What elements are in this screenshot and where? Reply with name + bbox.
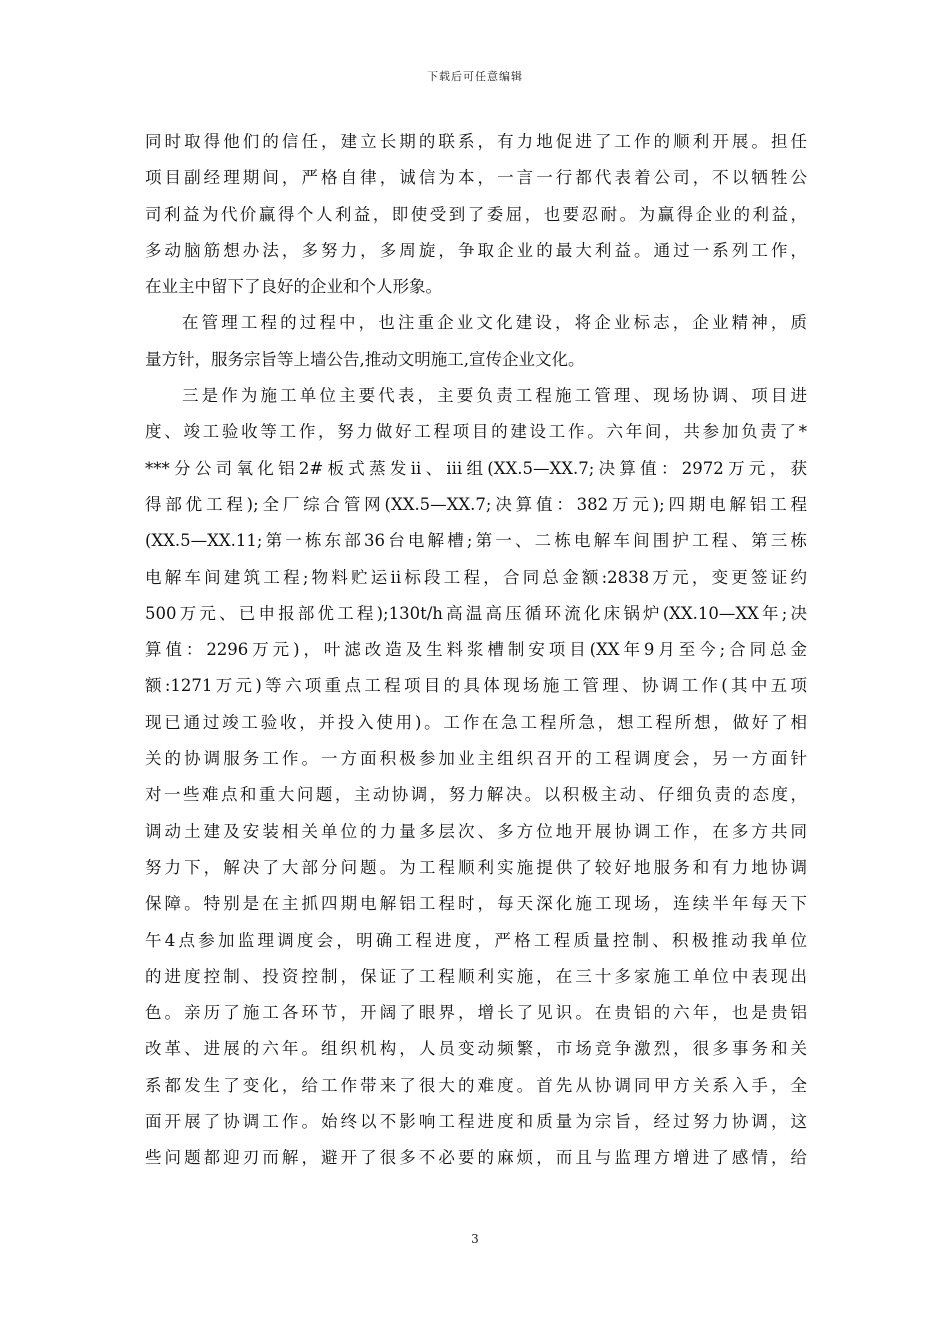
text-line: 算值：2296万元)，叶滤改造及生料浆槽制安项目(XX年9月至今;合同总金 <box>145 640 807 660</box>
text-line: 的进度控制、投资控制，保证了工程顺利实施，在三十多家施工单位中表现出 <box>145 966 807 986</box>
text-line: (XX.5—XX.11;第一栋东部36台电解槽;第一、二栋电解车间围护工程、第三栋 <box>145 531 807 551</box>
text-line: 额:1271万元)等六项重点工程项目的具体现场施工管理、协调工作(其中五项 <box>145 676 807 696</box>
text-line: 得部优工程);全厂综合管网(XX.5—XX.7;决算值：382万元);四期电解铝工程 <box>145 494 807 514</box>
page-header: 下载后可任意编辑 <box>427 70 523 83</box>
body-text <box>145 124 807 1177</box>
text-line: 努力下，解决了大部分问题。为工程顺利实施提供了较好地服务和有力地协调 <box>145 857 807 877</box>
text-line: 改革、进展的六年。组织机构，人员变动频繁，市场竞争激烈，很多事务和关 <box>145 1039 807 1059</box>
text-line: 保障。特别是在主抓四期电解铝工程时，每天深化施工现场，连续半年每天下 <box>145 894 807 914</box>
text-line: 多动脑筋想办法，多努力，多周旋，争取企业的最大利益。通过一系列工作， <box>145 240 807 260</box>
text-line: 在管理工程的过程中，也注重企业文化建设，将企业标志，企业精神，质 <box>182 313 807 333</box>
text-line: 面开展了协调工作。始终以不影响工程进度和质量为宗旨，经过努力协调，这 <box>145 1112 807 1132</box>
text-line: 现已通过竣工验收，并投入使用)。工作在急工程所急，想工程所想，做好了相 <box>145 712 807 732</box>
text-line: 在业主中留下了良好的企业和个人形象。 <box>145 277 442 297</box>
text-line: 电解车间建筑工程;物料贮运ii标段工程，合同总金额:2838万元，变更签证约 <box>145 567 807 587</box>
text-line: 度、竣工验收等工作，努力做好工程项目的建设工作。六年间，共参加负责了* <box>145 422 807 442</box>
text-line: 关的协调服务工作。一方面积极参加业主组织召开的工程调度会，另一方面针 <box>145 749 807 769</box>
text-line: 司利益为代价赢得个人利益，即使受到了委屈，也要忍耐。为赢得企业的利益， <box>145 204 807 224</box>
text-line: 些问题都迎刃而解，避开了很多不必要的麻烦，而且与监理方增进了感情，给 <box>145 1148 807 1168</box>
text-line: 色。亲历了施工各环节，开阔了眼界，增长了见识。在贵铝的六年，也是贵铝 <box>145 1003 807 1023</box>
text-line: 500万元、已申报部优工程);130t/h高温高压循环流化床锅炉(XX.10—XX年;决 <box>145 603 807 623</box>
text-line: 同时取得他们的信任，建立长期的联系，有力地促进了工作的顺利开展。担任 <box>145 132 807 151</box>
text-line: 对一些难点和重大问题，主动协调，努力解决。以积极主动、仔细负责的态度， <box>145 785 807 805</box>
text-line: 项目副经理期间，严格自律，诚信为本，一言一行都代表着公司，不以牺牲公 <box>145 168 807 188</box>
page-number: 3 <box>471 1232 479 1246</box>
text-line: 量方针，服务宗旨等上墙公告,推动文明施工,宣传企业文化。 <box>145 349 585 369</box>
text-line: 三是作为施工单位主要代表，主要负责工程施工管理、现场协调、项目进 <box>182 386 807 406</box>
text-line: ***分公司氧化铝2#板式蒸发ii、iii组(XX.5—XX.7;决算值：2972万元，获 <box>145 458 807 478</box>
text-line: 系都发生了变化，给工作带来了很大的难度。首先从协调同甲方关系入手，全 <box>145 1075 807 1095</box>
text-line: 午4点参加监理调度会，明确工程进度，严格工程质量控制、积极推动我单位 <box>145 930 807 950</box>
text-line: 调动土建及安装相关单位的力量多层次、多方位地开展协调工作，在多方共同 <box>145 821 807 841</box>
